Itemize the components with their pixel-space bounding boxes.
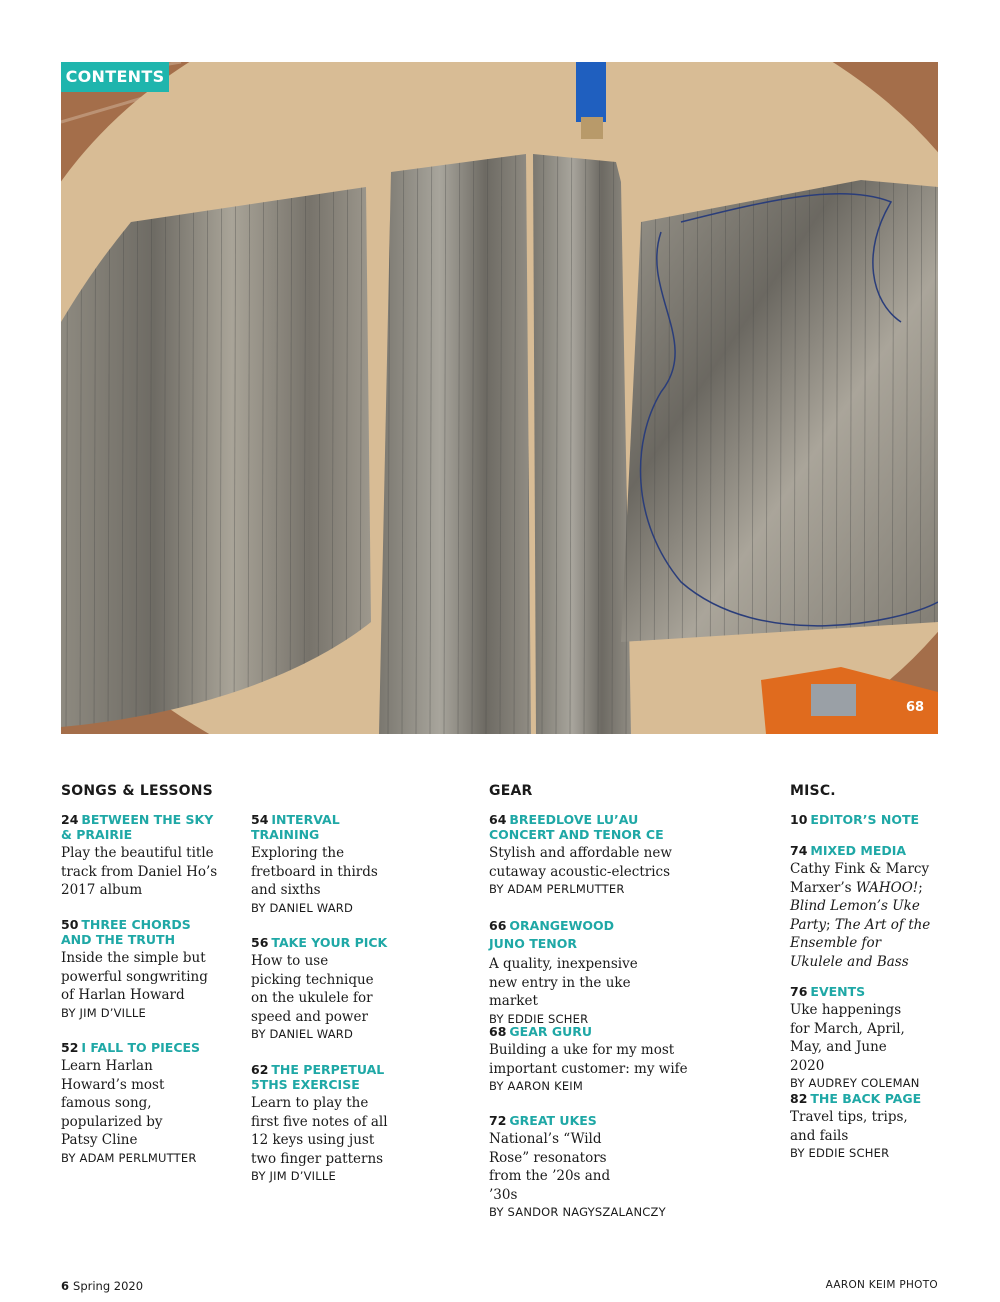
entry-description: Stylish and affordable new cutaway acoustic-electrics	[489, 845, 672, 880]
entry-description: Cathy Fink & Marcy Marxer’s WAHOO!; Blind Lemon’s Uke Party; The Art of the Ensemble for Ukulele and Bass	[790, 861, 931, 970]
toc-entry-62[interactable]	[251, 1062, 401, 1185]
entry-title: MIXED MEDIA	[810, 843, 907, 858]
entry-page-number: 62	[251, 1062, 269, 1077]
entry-description: Learn to play the first five notes of all 12 keys using just two finger patterns	[251, 1095, 388, 1167]
toc-entry-68[interactable]	[489, 1024, 689, 1095]
entry-title: EDITOR’S NOTE	[810, 812, 920, 827]
entry-page-number: 74	[790, 843, 808, 858]
entry-byline: BY ADAM PERLMUTTER	[61, 1150, 197, 1165]
issue-date: Spring 2020	[73, 1279, 144, 1293]
entry-page-number: 56	[251, 935, 269, 950]
entry-description: A quality, inexpensive new entry in the uke market	[489, 956, 638, 1009]
entry-title: THREE CHORDS AND THE TRUTH	[61, 917, 191, 947]
entry-page-number: 72	[489, 1113, 507, 1128]
toc-entry-76[interactable]	[790, 984, 938, 1092]
entry-title: TAKE YOUR PICK	[271, 935, 388, 950]
entry-title: INTERVAL TRAINING	[251, 812, 340, 842]
toc-entry-10[interactable]	[790, 812, 940, 827]
toc-entry-64[interactable]	[489, 812, 699, 898]
entry-byline: BY DANIEL WARD	[251, 1027, 354, 1041]
toc-entry-52[interactable]	[61, 1040, 221, 1167]
toc-entry-50[interactable]	[61, 917, 221, 1022]
entry-byline: BY JIM D’VILLE	[61, 1005, 146, 1020]
toc-entry-74[interactable]	[790, 843, 938, 971]
entry-description: Inside the simple but powerful songwriting of Harlan Howard	[61, 950, 208, 1003]
entry-page-number: 54	[251, 812, 269, 827]
entry-title: GREAT UKES	[509, 1113, 597, 1128]
entry-page-number: 68	[489, 1024, 507, 1039]
toc-entry-66[interactable]	[489, 917, 639, 1028]
entry-description: Learn Harlan Howard’s most famous song, popularized by Patsy Cline	[61, 1058, 165, 1148]
entry-description: How to use picking technique on the ukulele for speed and power	[251, 953, 374, 1025]
entry-page-number: 76	[790, 984, 808, 999]
entry-description: National’s “Wild Rose” resonators from the ’20s and ’30s	[489, 1131, 611, 1203]
section-gear: GEAR	[489, 783, 533, 799]
entry-title: THE PERPETUAL 5THS EXERCISE	[251, 1062, 385, 1092]
entry-byline: BY AUDREY COLEMAN	[790, 1076, 920, 1090]
entry-page-number: 10	[790, 812, 808, 827]
entry-byline: BY JIM D’VILLE	[251, 1169, 336, 1183]
entry-title: ORANGEWOOD JUNO TENOR	[489, 918, 615, 951]
cover-photo	[61, 62, 938, 734]
entry-title: THE BACK PAGE	[810, 1091, 922, 1106]
toc-entry-82[interactable]	[790, 1091, 938, 1162]
entry-title: EVENTS	[810, 984, 866, 999]
entry-title: BREEDLOVE LU’AU CONCERT AND TENOR CE	[489, 812, 664, 842]
entry-byline: BY AARON KEIM	[489, 1079, 584, 1093]
photo-credit: AARON KEIM PHOTO	[825, 1279, 938, 1291]
entry-title: BETWEEN THE SKY & PRAIRIE	[61, 812, 214, 842]
toc-entry-24[interactable]	[61, 812, 221, 900]
entry-title: GEAR GURU	[509, 1024, 593, 1039]
entry-byline: BY ADAM PERLMUTTER	[489, 882, 625, 896]
section-misc: MISC.	[790, 783, 836, 799]
entry-page-number: 52	[61, 1040, 79, 1055]
entry-byline: BY EDDIE SCHER	[790, 1146, 890, 1160]
contents-label: CONTENTS	[61, 62, 169, 92]
entry-page-number: 24	[61, 812, 79, 827]
entry-byline: BY DANIEL WARD	[251, 900, 354, 915]
toc-entry-72[interactable]	[489, 1113, 699, 1221]
entry-page-number: 50	[61, 917, 79, 932]
entry-description: Travel tips, trips, and fails	[790, 1109, 908, 1144]
entry-byline: BY SANDOR NAGYSZALANCZY	[489, 1205, 666, 1219]
section-songs-lessons: SONGS & LESSONS	[61, 783, 213, 799]
entry-title: I FALL TO PIECES	[81, 1040, 201, 1055]
toc-entry-54[interactable]	[251, 812, 401, 917]
entry-description: Building a uke for my most important customer: my wife	[489, 1042, 688, 1077]
photo-page-number: 68	[905, 700, 925, 715]
entry-description: Exploring the fretboard in thirds and sixths	[251, 845, 378, 898]
entry-description: Play the beautiful title track from Daniel Ho’s 2017 album	[61, 845, 218, 898]
entry-page-number: 64	[489, 812, 507, 827]
entry-byline: BY EDDIE SCHER	[489, 1011, 589, 1026]
page-number: 6	[61, 1279, 70, 1293]
entry-description: Uke happenings for March, April, May, and June 2020	[790, 1002, 905, 1074]
entry-page-number: 82	[790, 1091, 808, 1106]
page-footer	[61, 1279, 143, 1293]
entry-page-number: 66	[489, 918, 507, 933]
toc-entry-56[interactable]	[251, 935, 411, 1043]
